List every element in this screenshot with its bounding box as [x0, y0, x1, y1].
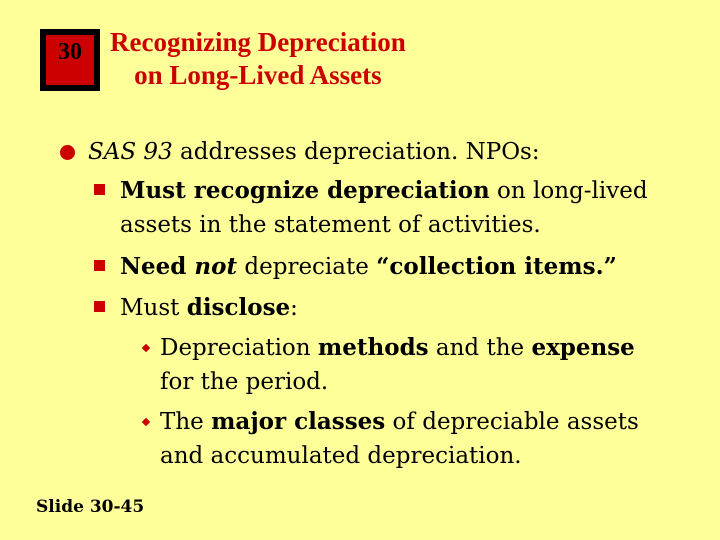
sub-point-1-bold: Must recognize depreciation	[120, 177, 490, 204]
square-bullet-icon	[94, 184, 105, 195]
sub-point-2-text: depreciate	[237, 254, 377, 280]
detail-1-bold-a: methods	[317, 334, 429, 361]
detail-2-cont: and accumulated depreciation.	[160, 443, 522, 469]
sub-point-2	[120, 253, 617, 281]
title-line-1: Recognizing Depreciation	[110, 27, 406, 57]
round-bullet-icon	[60, 145, 75, 160]
main-point	[88, 138, 540, 166]
sub-point-2-italic: not	[194, 253, 238, 280]
detail-1-bold-b: expense	[531, 334, 635, 361]
sub-point-2-bold: Need	[120, 253, 195, 280]
slide-number: Slide 30-45	[36, 497, 145, 517]
square-bullet-icon	[94, 301, 105, 312]
main-point-text: addresses depreciation. NPOs:	[172, 139, 540, 165]
detail-2-text-a: The	[160, 409, 212, 435]
sub-point-3-text: Must	[120, 295, 187, 321]
detail-2-bold: major classes	[211, 408, 386, 435]
standard-name: SAS 93	[88, 139, 173, 165]
detail-2-text-b: of depreciable assets	[385, 409, 639, 435]
detail-1	[160, 334, 635, 362]
sub-point-1-cont: assets in the statement of activities.	[120, 212, 541, 238]
diamond-bullet-icon	[142, 418, 150, 426]
sub-point-3-bold: disclose	[186, 294, 291, 321]
sub-point-3	[120, 294, 298, 322]
detail-2	[160, 408, 639, 436]
title-line-2: on Long-Lived Assets	[134, 60, 382, 90]
detail-1-cont: for the period.	[160, 369, 329, 395]
square-bullet-icon	[94, 260, 105, 271]
sub-point-1	[120, 177, 648, 205]
sub-point-3-colon: :	[290, 295, 298, 321]
chapter-number: 30	[46, 35, 94, 85]
detail-1-text-b: and the	[428, 335, 532, 361]
detail-1-text-a: Depreciation	[160, 335, 318, 361]
sub-point-1-text: on long-lived	[489, 178, 648, 204]
sub-point-2-quote: “collection items.”	[376, 253, 617, 280]
diamond-bullet-icon	[142, 344, 150, 352]
